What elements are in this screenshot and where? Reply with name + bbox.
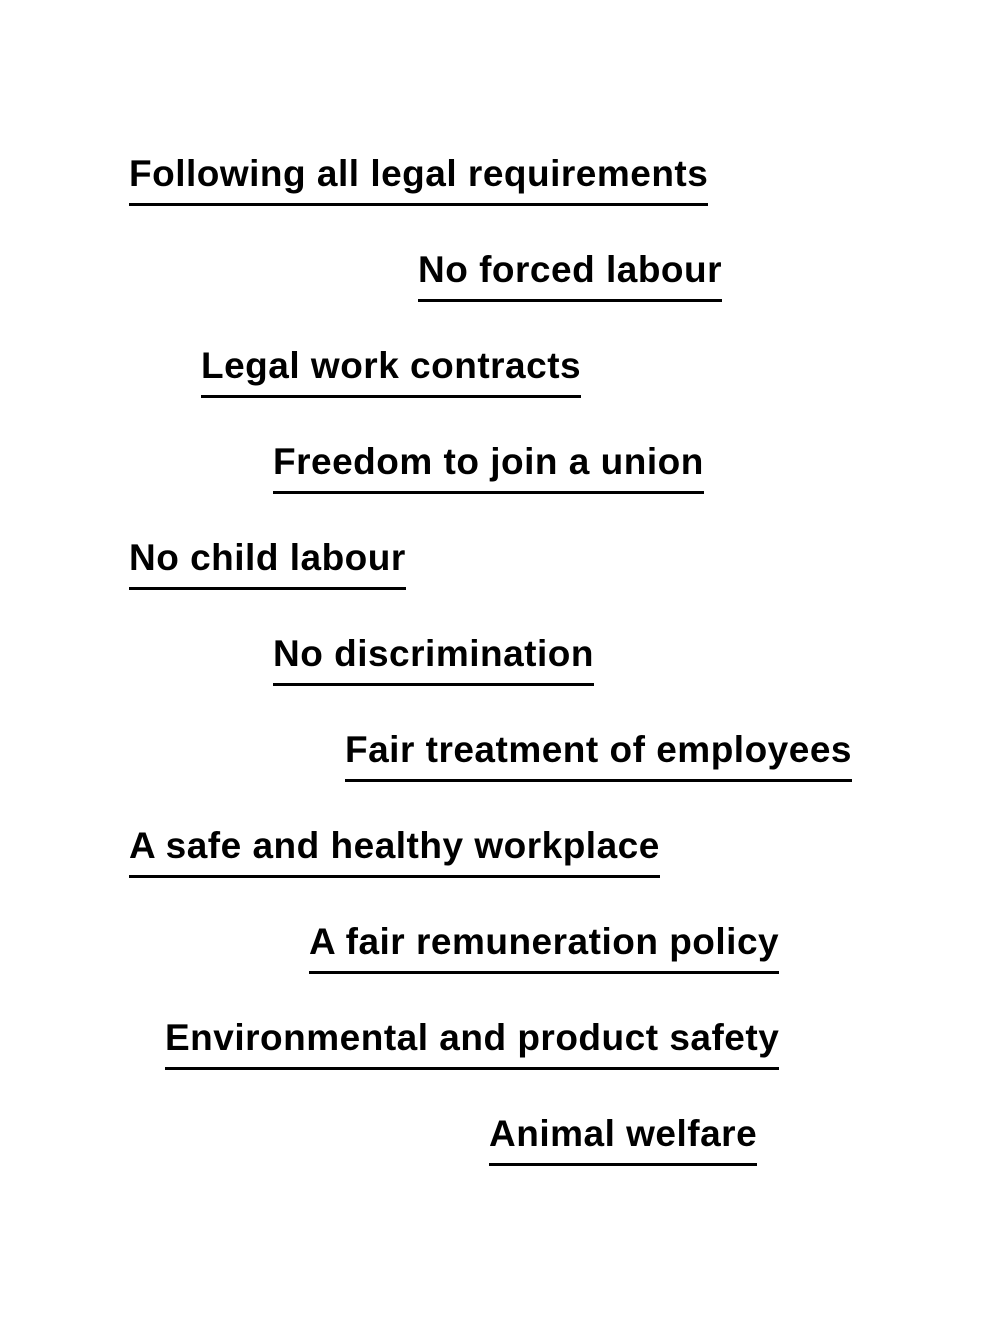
principle-fair-remuneration: A fair remuneration policy: [309, 922, 779, 974]
principle-no-child-labour: No child labour: [129, 538, 406, 590]
principle-fair-treatment: Fair treatment of employees: [345, 730, 852, 782]
principle-freedom-to-join-union: Freedom to join a union: [273, 442, 704, 494]
principle-environmental-safety: Environmental and product safety: [165, 1018, 779, 1070]
principle-animal-welfare: Animal welfare: [489, 1114, 757, 1166]
principle-legal-work-contracts: Legal work contracts: [201, 346, 581, 398]
principle-no-discrimination: No discrimination: [273, 634, 594, 686]
principle-safe-workplace: A safe and healthy workplace: [129, 826, 660, 878]
principle-no-forced-labour: No forced labour: [418, 250, 722, 302]
principle-legal-requirements: Following all legal requirements: [129, 154, 708, 206]
